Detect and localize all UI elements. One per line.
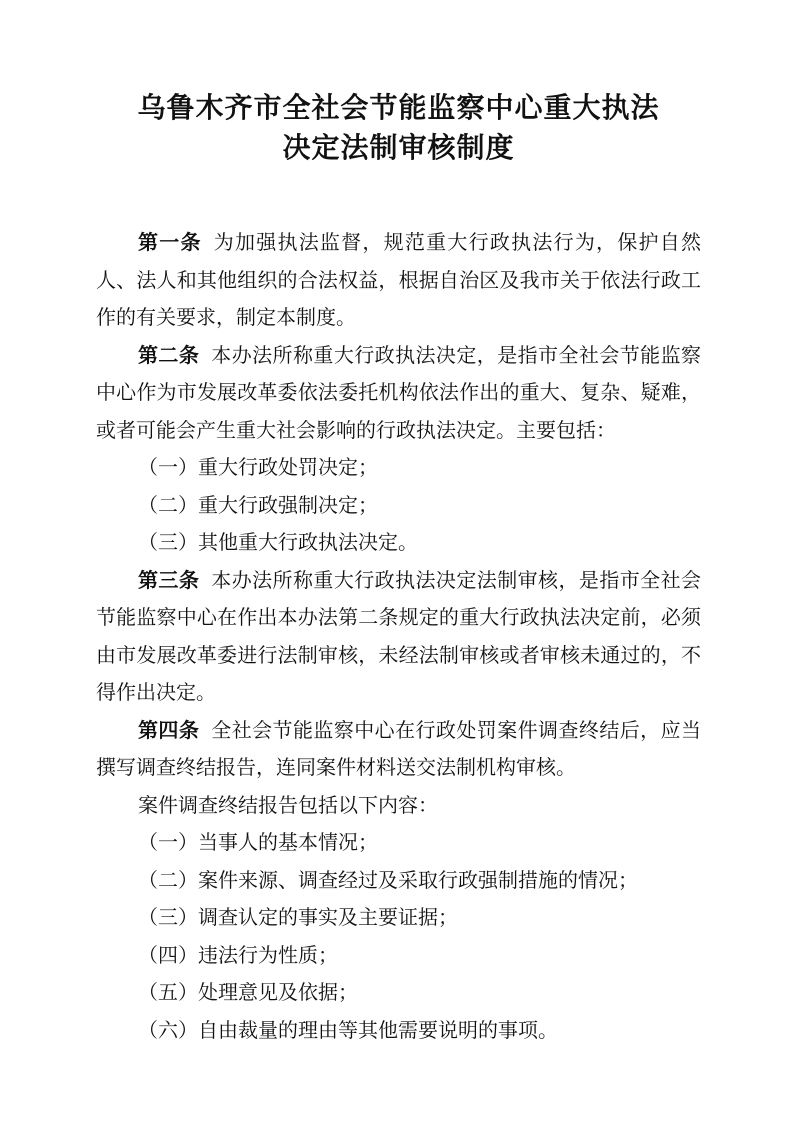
report-item: （三）调查认定的事实及主要证据； — [138, 905, 458, 929]
article-1-text: 为加强执法监督，规范重大行政执法行为，保护自然人、法人和其他组织的合法权益，根据自治区及我市关于依法行政工作的有关要求，制定本制度。 — [96, 230, 702, 329]
article-1-heading: 第一条 — [138, 230, 202, 254]
report-item: （六）自由裁量的理由等其他需要说明的事项。 — [138, 1017, 558, 1042]
article-4 — [96, 712, 701, 787]
article-4-text: 全社会节能监察中心在行政处罚案件调查终结后，应当撰写调查终结报告，连同案件材料送交法制机构审核。 — [96, 717, 702, 779]
article-2-item: （一）重大行政处罚决定； — [138, 455, 378, 479]
article-2-item: （二）重大行政强制决定； — [138, 492, 378, 517]
report-intro: 案件调查终结报告包括以下内容： — [138, 792, 438, 817]
report-item: （五）处理意见及依据； — [138, 980, 358, 1004]
document-body — [96, 224, 701, 1049]
article-1 — [96, 224, 701, 337]
article-3 — [96, 562, 701, 712]
article-3-heading: 第三条 — [138, 567, 200, 592]
article-4-heading: 第四条 — [138, 717, 200, 742]
article-3-text: 本办法所称重大行政执法决定法制审核，是指市全社会节能监察中心在作出本办法第二条规定的重大行政执法决定前，必须由市发展改革委进行法制审核，未经法制审核或者审核未通过的，不得作出决定。 — [96, 567, 702, 704]
article-2-text: 本办法所称重大行政执法决定，是指市全社会节能监察中心作为市发展改革委依法委托机构依法作出的重大、复杂、疑难，或者可能会产生重大社会影响的行政执法决定。主要包括： — [96, 342, 702, 442]
title-line-1: 乌鲁木齐市全社会节能监察中心重大执法 — [137, 91, 660, 124]
document-title — [96, 88, 701, 168]
report-item: （二）案件来源、调查经过及采取行政强制措施的情况； — [138, 867, 638, 892]
article-2-item: （三）其他重大行政执法决定。 — [138, 530, 418, 554]
report-item: （四）违法行为性质； — [138, 942, 338, 967]
title-line-2: 决定法制审核制度 — [282, 131, 515, 164]
article-2 — [96, 337, 701, 450]
article-2-heading: 第二条 — [138, 342, 200, 367]
report-item: （一）当事人的基本情况； — [138, 830, 378, 854]
